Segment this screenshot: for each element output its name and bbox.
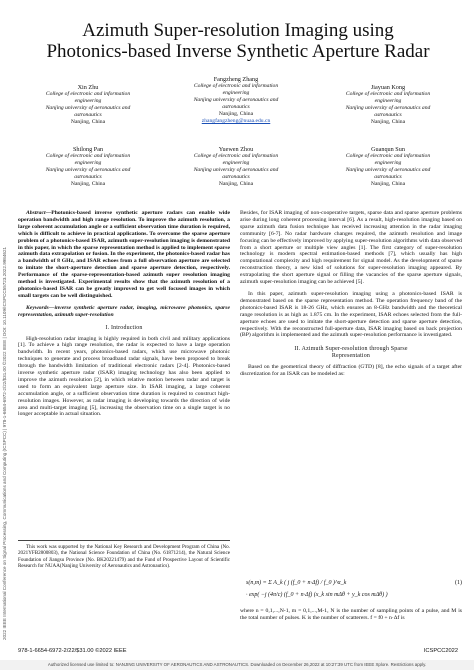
right-paragraph-1: Besides, for ISAR imaging of non-cooperative targets, sparse data and sparse aperture problems arise during long coherent processing interval [6]. As a result, high-resolution imaging based on sparse azimuth data fusion technique has received increasing attention in the radar imaging community [6-7]. No radar hardware changes required, the azimuth resolution and image focusing can be effectively improved by applying super-resolution algorithms with data observed from a short aperture or multiple view angles [1]. The first category of super-resolution technology is modern spectral estimation-based methods [7], which usually has high computational complexity and high requirement for signal model. As the development of sparse reconstruction theory, a new kind of solutions for super-resolution imaging appeared. By extrapolating the short aperture signal or filling the vacancies of the sparse aperture signals, azimuth super-resolution imaging can be achieved [5]. [240,210,462,286]
equation-1 [240,580,462,598]
abstract [18,210,230,300]
author-block-2 [166,76,306,125]
equation-line-2: · exp( −j (4π/c) (f_0 + n·Δf) (x_k sin mΔθ + y_k cos mΔθ) ) [246,592,388,598]
author-place: Nanjing, China [370,181,406,187]
author-affil: College of electronic and information [193,83,279,89]
author-name: Yuewen Zhou [218,146,254,153]
right-paragraph-3: Based on the geometrical theory of diffraction (GTD) [8], the echo signals of a target after discretization for an ISAR can be modeled as: [240,364,462,378]
equation-line-1: s(n,m) = Σ A_k ( j (f_0 + n·Δf) / f_0 )^α_k [246,580,347,586]
author-block-4 [18,146,158,188]
author-affil: engineering [374,160,402,166]
intro-paragraph: High-resolution radar imaging is highly required in both civil and military applications [1]. To achieve a high range resolution, the radar is expected to have a large operation bandwidth. In recent years, photonics-based radars, which use microwave photonic techniques to generate and process broadband radar signals, have been proposed to break through the bandwidth limitation of traditional electronic radars [2-4]. Photonics-based inverse synthetic aperture radar (ISAR) imaging technology has also been applied to improve the azimuth resolution [2], in which relative motion between radar and target is used to form an equivalent large aperture size. In ISAR imaging, a large coherent accumulation angle, or a sufficient observation time duration is required to construct high-resolution images. However, as radar imaging is developing towards the direction of wide area and multi-target imaging [5], increasing the observation time on a single target is no longer acceptable in actual situation. [18,335,230,418]
equation-number: (1) [455,580,462,586]
author-affil: College of electronic and information [45,153,131,159]
author-affil: College of electronic and information [193,153,279,159]
left-column [18,210,230,418]
author-affil: Nanjing university of aeronautics and [193,97,279,103]
author-affil: astronautics [74,174,102,180]
footnote [18,540,230,569]
side-citation-text: 2022 IEEE International Conference on Signal Processing, Communications and Computing (ICSPCC) | 978-1-6654-6972-2/22/$31.00 ©2022 IEEE | DOI: 10.1109/ICSPCC55723.2022.9984621 [2,246,7,640]
author-affil: Nanjing university of aeronautics and [345,105,431,111]
author-place: Nanjing, China [218,111,254,117]
author-block-1 [18,84,158,126]
author-block-5 [166,146,306,188]
author-affil: College of electronic and information [345,153,431,159]
author-affil: engineering [222,160,250,166]
author-affil: astronautics [222,174,250,180]
keywords [18,305,230,319]
keywords-label: Keywords [26,304,49,311]
license-bar: Authorized licensed use limited to: NANJING UNIVERSITY OF AERONAUTICS AND ASTRONAUTICS. Downloaded on December 26,2022 at 10:27:39 UTC from IEEE Xplore. Restrictions apply. [0,660,474,670]
author-name: Shilong Pan [72,146,104,153]
author-affil: Nanjing university of aeronautics and [45,167,131,173]
right-paragraph-4: where n = 0,1,...,N-1, m = 0,1,...,M-1, N is the number of sampling points of a pulse, and M is the total number of pulses. K is the number of scatterers. f = f0 + n·Δf is [240,608,462,621]
footer-isbn: 978-1-6654-6972-2/22/$31.00 ©2022 IEEE [18,648,127,654]
page-footer [18,648,458,654]
author-name: Fangzheng Zhang [213,76,259,83]
title-line-1: Azimuth Super-resolution Imaging using [82,20,394,41]
side-citation [2,80,12,640]
section-heading-2: II. Azimuth Super-resolution through Sparse [294,346,408,353]
author-affil: Nanjing university of aeronautics and [45,105,131,111]
author-affil: Nanjing university of aeronautics and [193,167,279,173]
section-heading-introduction: I. Introduction [105,324,143,331]
author-block-3 [318,84,458,126]
paper-title [18,20,458,62]
author-affil: engineering [74,160,102,166]
author-name: Jiayuan Kong [370,84,406,91]
author-affil: College of electronic and information [345,91,431,97]
author-place: Nanjing, China [370,119,406,125]
keywords-text: —inverse synthetic aperture radar, imaging, microwave photonics, sparse representation, azimuth super-resolution [18,304,230,318]
author-affil: astronautics [374,112,402,118]
title-line-2: Photonics-based Inverse Synthetic Aperture Radar [46,41,430,62]
author-place: Nanjing, China [70,181,106,187]
right-column-after-eq [240,608,462,622]
right-column [240,210,462,378]
author-affil: engineering [222,90,250,96]
author-name: Xin Zhu [77,84,99,91]
author-affil: astronautics [74,112,102,118]
author-affil: engineering [374,98,402,104]
footer-conference: ICSPCC2022 [423,648,458,654]
footnote-text: This work was supported by the National Key Research and Development Program of China (No. 2021YFB2800803), the National Science Foundation of China (No. 61871214), the Natural Science Foundation of Jiangsu Province (No. BK20221479) and the Fund of Prospective Layout of Scientific Research for NUAA(Nanjing University of Aeronautics and Astronautics). [18,544,230,569]
author-block-6 [318,146,458,188]
section-heading-2-cont: Representation [331,353,371,360]
author-affil: astronautics [222,104,250,110]
author-email-link[interactable]: zhangfangzheng@nuaa.edu.cn [201,118,271,124]
right-paragraph-2: In this paper, azimuth super-resolution imaging using a photonics-based ISAR is demonstrated based on the sparse representation method. The operation frequency band of the photonics-based ISAR is 18-26 GHz, which ensures an 8-GHz bandwidth and the theoretical range resolution is as high as 1.875 cm. In the experiment, ISAR echoes selected from the full-aperture echoes are used to imitate the short-aperture detection and sparse aperture detection, respectively. With the reconstructed full-aperture data, ISAR imaging based on back projection (BP) algorithm is implemented and the azimuth super-resolution performance is investigated. [240,290,462,339]
abstract-text: —Photonics-based inverse synthetic aperture radars can enable wide operation bandwidth and high range resolution. To improve the azimuth resolution, a large coherent accumulation angle or a sufficient observation time duration is required, which is difficult to achieve in practical applications. To overcome the sparse aperture problem of a photonics-based ISAR, azimuth super-resolution imaging is demonstrated in this paper, in which the sparse representation method is applied to implement sparse azimuth data extrapolation or fusion. In the experiment, the photonics-based radar has a bandwidth of 8 GHz, and ISAR echoes from a full observation aperture are selected to imitate the short-aperture detection and sparse aperture detection, respectively. Performance of the sparse-representation-based azimuth super resolution imaging method is investigated. Experimental results show that the azimuth resolution of a photonics-based ISAR can be greatly improved to get well focused images in which small targets can be well distinguished. [18,210,230,299]
author-affil: College of electronic and information [45,91,131,97]
author-place: Nanjing, China [70,119,106,125]
author-affil: Nanjing university of aeronautics and [345,167,431,173]
author-affil: astronautics [374,174,402,180]
author-affil: engineering [74,98,102,104]
author-name: Guanqun Sun [371,146,405,153]
abstract-label: Abstract [26,210,46,216]
author-place: Nanjing, China [218,181,254,187]
